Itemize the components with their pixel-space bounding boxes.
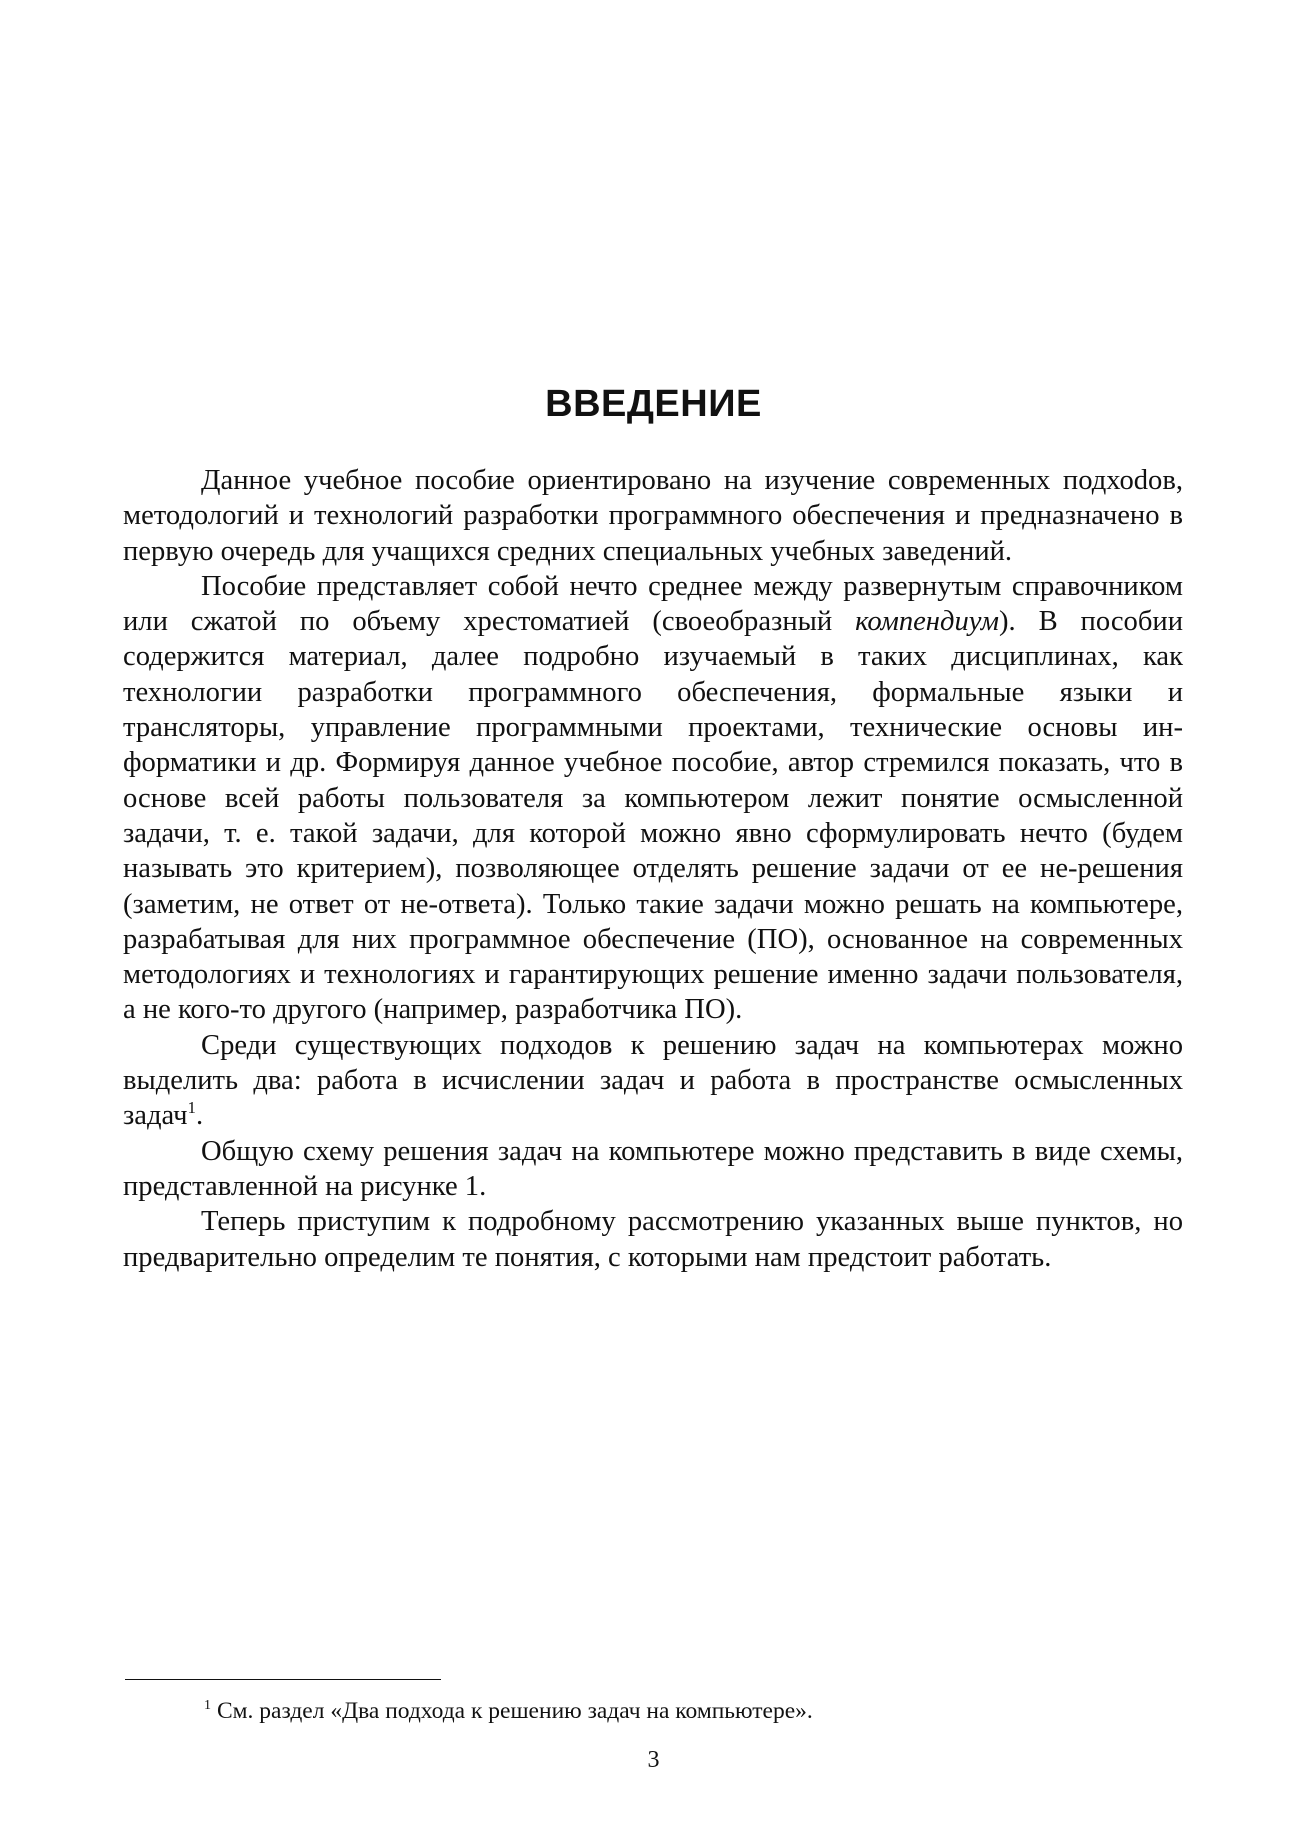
footnote-ref: 1 (187, 1098, 196, 1118)
body-text (123, 463, 1183, 1275)
italic-term: компендиум (855, 606, 999, 638)
page-number: 3 (647, 1747, 660, 1773)
footnote (204, 1696, 1184, 1726)
paragraph-4: Общую схему решения задач на компьютере можно представить в виде схемы, представленной на рисунке 1. (123, 1135, 1183, 1202)
paragraph-3-text: Среди существующих подходов к решению задач на компьютерах можно выделить два: работа в исчислении задач и работа в пространстве осмысленных задач (123, 1029, 1183, 1132)
paragraph-2-end: ). В пособии содержится материал, далее подробно изучаемый в таких дисциплинах, как технологии разработки программного обеспечения, формальные языки и трансляторы, управление программными проектами, технические основы информатики и др. Формируя данное учебное пособие, автор стремился показать, что в основе всей работы пользователя за компьютером лежит понятие осмысленной задачи, т. е. такой задачи, для которой можно явно сформулировать нечто (будем называть это критерием), позволяющее отделять решение задачи от ее не-решения (заметим, не ответ от не-ответа). Только такие задачи можно решать на компьютере, разрабатывая для них программное обеспечение (ПО), основанное на современных методологиях и технологиях и гарантирующих решение именно задачи пользователя, а не кого-то другого (например, разработчика ПО). (123, 606, 1184, 1026)
footnote-text: См. раздел «Два подхода к решению задач на компьютере». (217, 1698, 813, 1724)
paragraph-3-end: . (195, 1100, 204, 1132)
paragraph-3 (123, 1028, 1183, 1134)
paragraph-1: Данное учебное пособие ориентировано на изучение современных подхоdов, методологий и технологий разработки программного обеспечения и предназначено в первую очередь для учащихся средних специальных учебных заведений. (123, 465, 1183, 567)
footnote-divider (125, 1679, 441, 1680)
paragraph-5: Теперь приступим к подробному рассмотрению указанных выше пунктов, но предварительно определим те понятия, с которыми нам предстоит работать. (123, 1206, 1183, 1273)
footnote-marker: 1 (204, 1698, 211, 1713)
paragraph-2 (123, 569, 1183, 1028)
page-title: ВВЕДЕНИЕ (545, 383, 762, 425)
paragraph-2-start: Пособие представляет собой нечто среднее между развернутым справочником или сжатой по объему хрестоматией (своеобразный (123, 570, 1183, 638)
